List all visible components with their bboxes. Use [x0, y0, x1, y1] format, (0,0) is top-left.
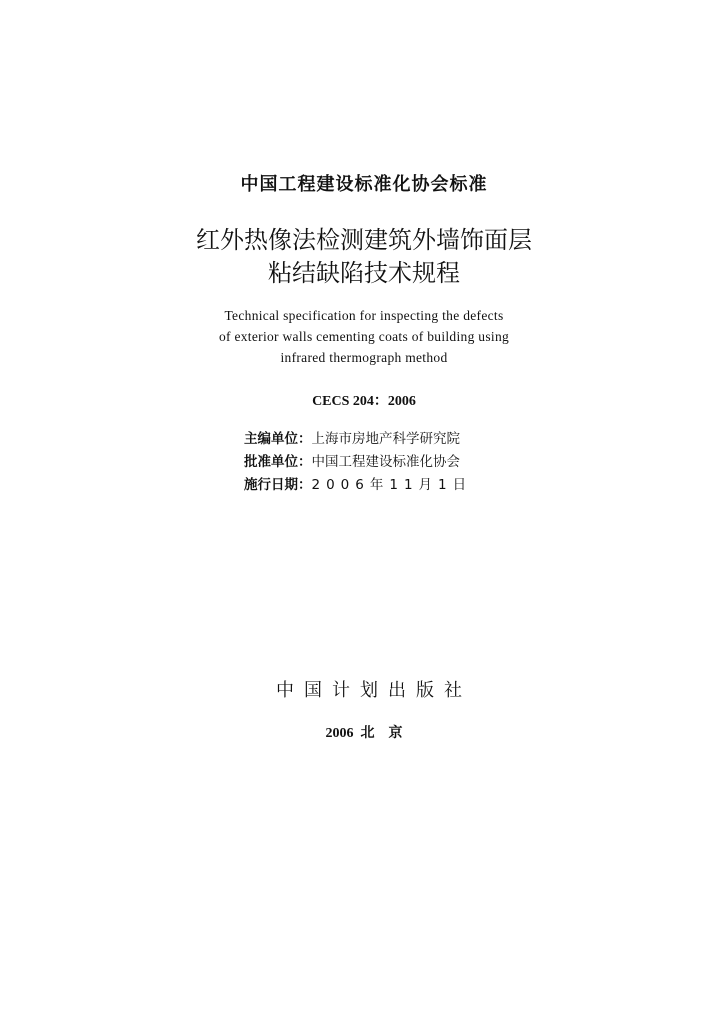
approver-value: 中国工程建设标准化协会 — [311, 454, 460, 470]
publisher-name: 中国计划出版社 — [276, 680, 472, 701]
title-english — [0, 305, 728, 368]
title-english-line-1: Technical specification for inspecting the defects — [224, 308, 504, 323]
title-english-line-2: of exterior walls cementing coats of building using — [218, 329, 510, 344]
standard-info — [244, 428, 472, 497]
chief-editor-label: 主编单位： — [244, 431, 312, 447]
chief-editor-row — [244, 428, 472, 451]
chief-editor-value: 上海市房地产科学研究院 — [311, 431, 460, 447]
effective-date-label: 施行日期： — [244, 477, 312, 493]
publication-place-year: 2006 北 京 — [325, 726, 403, 741]
approver-label: 批准单位： — [244, 454, 312, 470]
title-english-line-3: infrared thermograph method — [280, 350, 448, 365]
approver-row — [244, 451, 472, 474]
title-chinese — [0, 224, 728, 290]
standard-code: CECS 204：2006 — [312, 394, 416, 409]
effective-date-row — [244, 474, 472, 497]
title-chinese-line-2: 粘结缺陷技术规程 — [268, 259, 460, 287]
association-heading: 中国工程建设标准化协会标准 — [240, 174, 488, 195]
effective-date-value: 2006年11月1日 — [311, 477, 473, 493]
title-chinese-line-1: 红外热像法检测建筑外墙饰面层 — [196, 226, 532, 254]
